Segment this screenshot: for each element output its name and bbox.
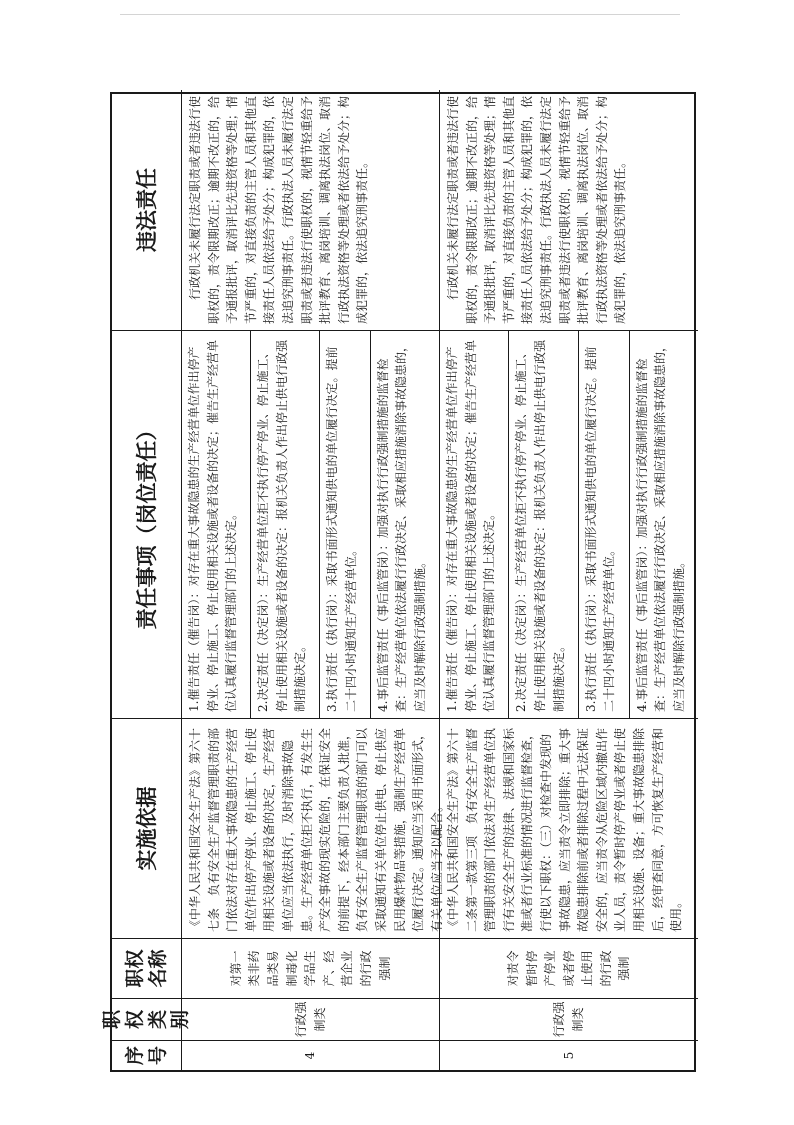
responsibility-item: 1.催告责任（催告岗）：对存在重大事故隐患的生产经营单位作出停产停业、停止施工、停止使用相关设施或者设备的决定；催告生产经营单位认真履行监督管理部门的上述决定。 [440, 331, 509, 718]
responsibility-item: 2.决定责任（决定岗）：生产经营单位拒不执行停产停业、停止施工、停止使用相关设施或者设备的决定：报机关负责人作出停止供电行政强制措施决定。 [251, 331, 320, 718]
responsibility-item: 3.执行责任（执行岗）：采取书面形式通知供电的单位履行决定。提前二十四小时通知生产经营单位。 [320, 331, 371, 718]
row-serial: 4 [182, 1040, 440, 1070]
row-basis: 《中华人民共和国安全生产法》第六十七条 负有安全生产监督管理职责的部门依法对存在重大事故隐患的生产经营单位作出停产停业、停止施工、停止使用相关设施或者设备的决定，生产经营单位应当依法执行，及时消除事故隐患。生产经营单位拒不执行，有发生生产安全事故的现实危险的，在保证安全的前提下，经本部门主要负责人批准，负有安全生产监督管理职责的部门可以采取通知有关单位停止供电、停止供应民用爆炸物品等措施，强制生产经营单位履行决定。通知应当采用书面形式，有关单位应当予以配合。 [182, 718, 440, 938]
responsibility-item: 2.决定责任（决定岗）：生产经营单位拒不执行停产停业、停止施工、停止使用相关设施或者设备的决定：报机关负责人作出停止供电行政强制措施决定。 [509, 331, 578, 718]
row-category: 行政强制类 [182, 998, 440, 1040]
row-power-name: 对责令暂时停产停业或者停止使用的行政强制 [440, 938, 698, 998]
header-serial: 序号 [112, 1040, 182, 1070]
row-responsibilities [182, 330, 440, 718]
header-name: 职权名称 [112, 938, 182, 998]
row-responsibilities [440, 330, 698, 718]
header-responsibilities: 责任事项（岗位责任） [112, 330, 182, 718]
row-category: 行政强制类 [440, 998, 698, 1040]
responsibility-item: 1.催告责任（催告岗）：对存在重大事故隐患的生产经营单位作出停产停业、停止施工、停止使用相关设施或者设备的决定；催告生产经营单位认真履行监督管理部门的上述决定。 [182, 331, 251, 718]
responsibility-item: 4.事后监管责任（事后监管岗）：加强对执行行政强制措施的监督检查：生产经营单位依法履行行政决定、采取相应措施消除事故隐患的，应当及时解除行政强制措施。 [375, 339, 428, 712]
row-liability: 行政机关未履行法定职责或者违法行使职权的，责令限期改正；逾期不改正的，给予通报批评，取消评比先进资格等处理；情节严重的，对直接负责的主管人员和其他直接责任人员依法给予处分；构成犯罪的，依法追究刑事责任。行政执法人员未履行法定职责或者违法行使职权的，视情节轻重给予批评教育、离岗培训、调离执法岗位、取消行政执法资格等处理或者依法给予处分；构成犯罪的，依法追究刑事责任。 [446, 95, 628, 324]
responsibility-item: 4.事后监管责任（事后监管岗）：加强对执行行政强制措施的监督检查：生产经营单位依法履行行政决定、采取相应措施消除事故隐患的，应当及时解除行政强制措施。 [634, 339, 686, 712]
header-liability: 违法责任 [112, 90, 182, 330]
row-basis: 《中华人民共和国安全生产法》第六十二条第一款第三项 负有安全生产监督管理职责的部门依法对生产经营单位执行有关安全生产的法律、法规和国家标准或者行业标准的情况进行监督检查，行使以下职权：（三）对检查中发现的事故隐患，应当责令立即排除；重大事故隐患排除前或者排除过程中无法保证安全的，应当责令从危险区域内撤出作业人员，责令暂时停产停业或者停止使用相关设施、设备；重大事故隐患排除后，经审查同意，方可恢复生产经营和使用。 [440, 718, 698, 938]
header-category: 职权类别 [112, 998, 182, 1040]
responsibility-item: 3.执行责任（执行岗）：采取书面形式通知供电的单位履行决定。提前二十四小时通知生产经营单位。 [579, 331, 630, 718]
row-liability: 行政机关未履行法定职责或者违法行使职权的，责令限期改正；逾期不改正的，给予通报批评，取消评比先进资格等处理；情节严重的，对直接负责的主管人员和其他直接责任人员依法给予处分；构成犯罪的，依法追究刑事责任。行政执法人员未履行法定职责或者违法行使职权的，视情节轻重给予批评教育、离岗培训、调离执法岗位、取消行政执法资格等处理或者依法给予处分；构成犯罪的，依法追究刑事责任。 [182, 90, 440, 330]
row-power-name: 对第一类非药品类易制毒化学品生产、经营企业的行政强制 [182, 938, 440, 998]
header-basis: 实施依据 [112, 718, 182, 938]
row-serial: 5 [440, 1040, 698, 1070]
power-list-table [100, 92, 696, 1072]
